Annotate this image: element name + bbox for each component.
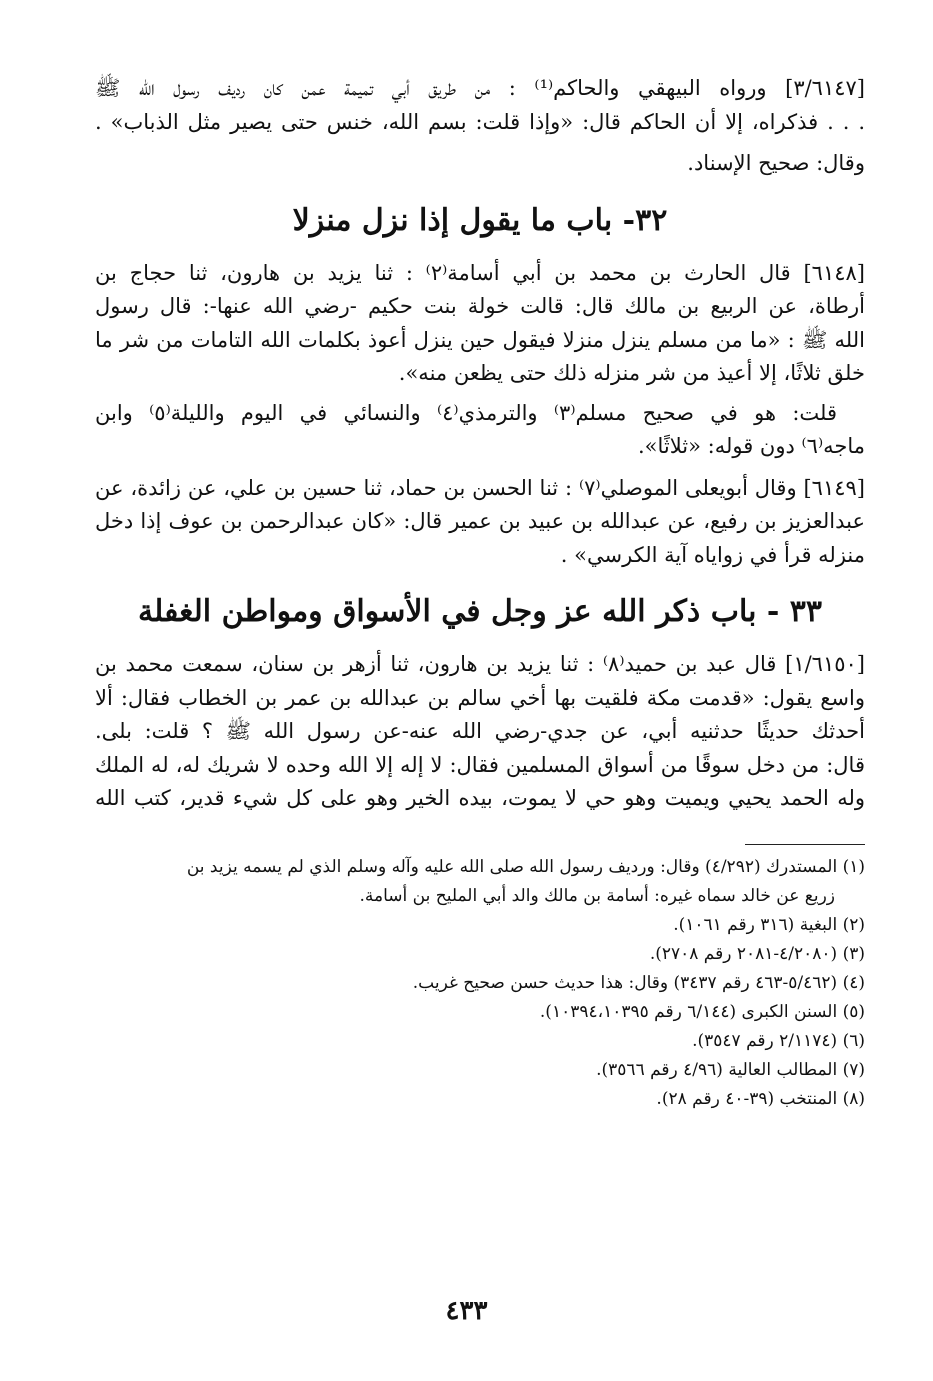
footnote-8: (٨) المنتخب (٣٩-٤٠ رقم ٢٨). [656, 1088, 865, 1109]
entry-6150-line-4: قال: من دخل سوقًا من أسواق المسلمين فقال: لا إله إلا الله وحده لا شريك له، له الملك [95, 752, 865, 777]
entry-6150-line-3: أحدثك حديثًا حدثنيه أبي، عن جدي-رضي الله عنه-عن رسول الله ﷺ ؟ قلت: بلى. [95, 719, 865, 743]
footnotes [95, 853, 865, 1114]
entry-6147 [95, 72, 865, 181]
entry-6150 [95, 648, 865, 816]
entry-6147-line-3: وقال: صحيح الإسناد. [687, 151, 865, 175]
chapter-heading-32: ٣٢- باب ما يقول إذا نزل منزلا [292, 202, 668, 238]
footnote-4: (٤) (٥/٤٦٢-٤٦٣ رقم ٣٤٣٧) وقال: هذا حديث حسن صحيح غريب. [412, 972, 865, 993]
entry-6147-line-1: [٣/٦١٤٧] ورواه البيهقي والحاكم⁽¹⁾ : من طريق أبي تميمة عمن كان رديف رسول الله ﷺ [95, 76, 865, 100]
entry-6148-line-2: أرطاة، عن الربيع بن مالك قال: قالت خولة بنت حكيم -رضي الله عنها-: قال رسول [95, 294, 865, 318]
footnote-7: (٧) المطالب العالية (٤/٩٦ رقم ٣٥٦٦). [596, 1059, 865, 1080]
chapter-heading-33: ٣٣ - باب ذكر الله عز وجل في الأسواق ومواطن الغفلة [137, 594, 823, 629]
note-6148-line-2: ماجه⁽٦⁾ دون قوله: «ثلاثًا». [637, 434, 865, 458]
footnote-1: (١) المستدرك (٤/٢٩٢) وقال: ورديف رسول الله صلى الله عليه وآله وسلم الذي لم يسمه يزيد بن [186, 856, 865, 877]
entry-6150-line-2: واسع يقول: «قدمت مكة فلقيت بها أخي سالم بن عبدالله بن عمر بن الخطاب فقال: ألا [95, 685, 865, 710]
entry-6149-line-1: [٦١٤٩] وقال أبويعلى الموصلي⁽٧⁾ : ثنا الحسن بن حماد، ثنا حسين بن علي، عن زائدة، عن [95, 475, 865, 500]
footnote-3: (٣) (٤/٢٠٨٠-٢٠٨١ رقم ٢٧٠٨). [649, 943, 865, 964]
entry-6150-line-5: وله الحمد يحيي ويميت وهو حي لا يموت، بيده الخير وهو على كل شيء قدير، كتب الله [95, 786, 865, 810]
footnote-divider [745, 844, 865, 845]
entry-6149 [95, 472, 865, 573]
entry-6150-line-1: [١/٦١٥٠] قال عبد بن حميد⁽٨⁾ : ثنا يزيد بن هارون، ثنا أزهر بن سنان، سمعت محمد بن [95, 652, 865, 676]
entry-6147-line-2: . . . فذكراه، إلا أن الحاكم قال: «وإذا قلت: بسم الله، خنس حتى يصير مثل الذباب» . [95, 109, 865, 134]
entry-6148-line-1: [٦١٤٨] قال الحارث بن محمد بن أبي أسامة⁽٢⁾ : ثنا يزيد بن هارون، ثنا حجاج بن [95, 260, 865, 285]
entry-6148-line-4: خلق ثلاثًا، إلا أعيذ من شر منزله ذلك حتى يظعن منه». [398, 361, 865, 385]
footnote-5: (٥) السنن الكبرى (٦/١٤٤ رقم ١٠٣٩٤،١٠٣٩٥). [539, 1001, 865, 1022]
note-6148-line-1: قلت: هو في صحيح مسلم⁽٣⁾ والترمذي⁽٤⁾ والنسائي في اليوم والليلة⁽٥⁾ وابن [95, 400, 838, 425]
footnote-1-continued: زريع عن خالد سماه غيره: أسامة بن مالك والد أبي المليح بن أسامة. [359, 885, 835, 906]
page-number: ٤٣٣ [445, 1296, 488, 1326]
note-6148 [95, 397, 865, 464]
entry-6148 [95, 257, 865, 391]
entry-6149-line-2: عبدالعزيز بن رفيع، عن عبدالله بن عبيد بن عمير قال: «كان عبدالرحمن بن عوف إذا دخل [95, 509, 865, 533]
entry-6149-line-3: منزله قرأ في زواياه آية الكرسي» . [560, 542, 865, 567]
book-page [95, 72, 865, 1114]
entry-6148-line-3: الله ﷺ : «ما من مسلم ينزل منزلا فيقول حين ينزل أعوذ بكلمات الله التامات من شر ما [95, 327, 865, 352]
footnote-2: (٢) البغية (٣١٦ رقم ١٠٦١). [673, 914, 865, 935]
footnote-6: (٦) (٢/١١٧٤ رقم ٣٥٤٧). [692, 1030, 865, 1051]
